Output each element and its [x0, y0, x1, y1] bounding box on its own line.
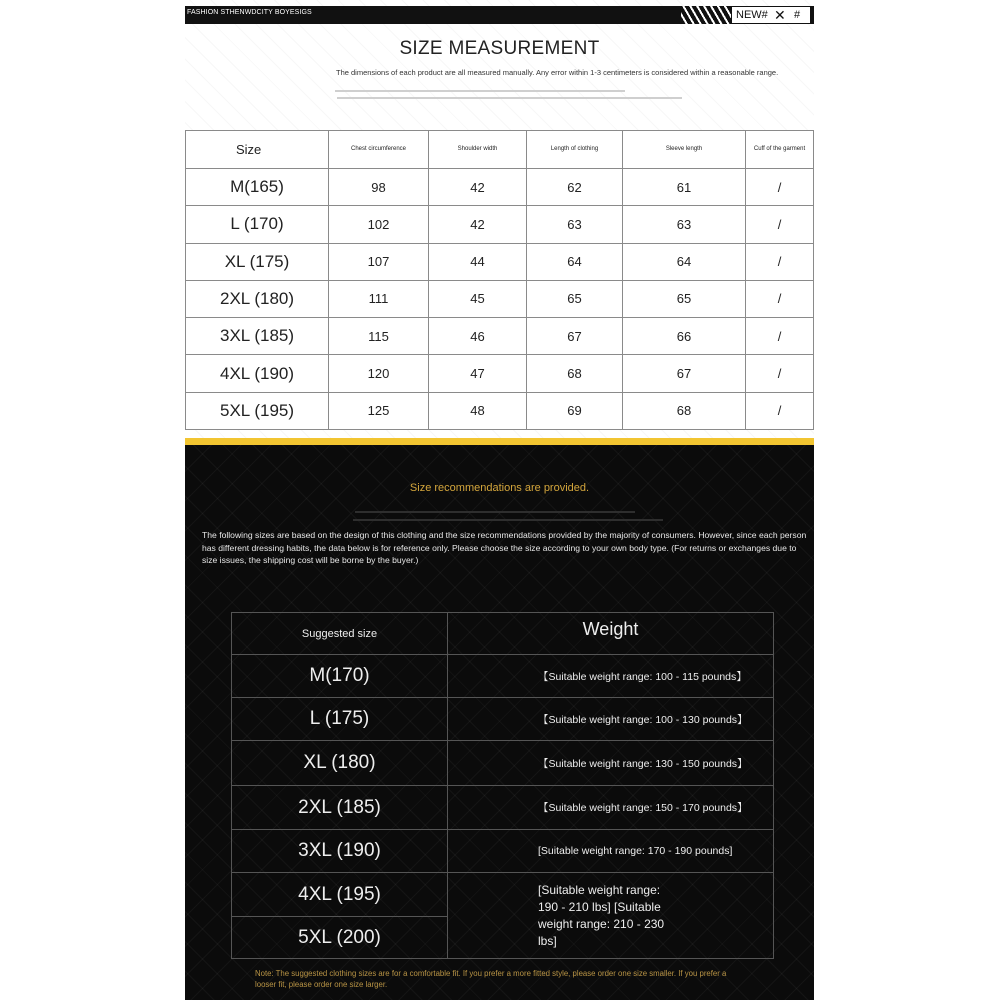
suggested-size-cell: 4XL (195) [232, 873, 448, 917]
shoulder-cell: 42 [429, 169, 527, 206]
decorative-fine-line [337, 97, 682, 99]
table-row [232, 830, 774, 873]
brand-bar [185, 6, 814, 24]
sleeve-cell: 63 [623, 206, 746, 243]
table-row [232, 741, 774, 786]
size-cell: XL (175) [186, 243, 329, 280]
diagonal-stripes-decoration [681, 6, 731, 24]
decorative-fine-line [353, 519, 663, 521]
suggested-size-cell: 3XL (190) [232, 830, 448, 873]
chest-cell: 115 [329, 318, 429, 355]
size-chart-page [185, 0, 814, 1000]
measurement-section [185, 0, 814, 440]
shoulder-cell: 47 [429, 355, 527, 392]
sleeve-cell: 64 [623, 243, 746, 280]
table-row [232, 698, 774, 741]
weight-cell: 【Suitable weight range: 150 - 170 pounds】 [448, 786, 774, 830]
recommendation-header-row [232, 613, 774, 655]
header-size: Size [186, 131, 329, 169]
table-row [186, 169, 814, 206]
header-cuff: Cuff of the garment [746, 131, 814, 169]
measurement-header-row [186, 131, 814, 169]
length-cell: 63 [527, 206, 623, 243]
table-row [186, 355, 814, 392]
measurement-note: The dimensions of each product are all measured manually. Any error within 1-3 centimeters is considered within a reasonable range. [336, 68, 779, 77]
weight-cell: 【Suitable weight range: 100 - 115 pounds】 [448, 655, 774, 698]
weight-cell: 【Suitable weight range: 130 - 150 pounds】 [448, 741, 774, 786]
suggested-size-cell: 2XL (185) [232, 786, 448, 830]
weight-cell: [Suitable weight range: 190 - 210 lbs] [Suitable weight range: 210 - 230 lbs] [448, 873, 774, 959]
recommendation-table [231, 612, 774, 986]
size-cell: 4XL (190) [186, 355, 329, 392]
shoulder-cell: 42 [429, 206, 527, 243]
shoulder-cell: 44 [429, 243, 527, 280]
cuff-cell: / [746, 243, 814, 280]
size-cell: 2XL (180) [186, 280, 329, 317]
chest-cell: 98 [329, 169, 429, 206]
shoulder-cell: 45 [429, 280, 527, 317]
table-row [186, 206, 814, 243]
recommendation-paragraph: The following sizes are based on the design of this clothing and the size recommendations provided by the majority of consumers. However, since each person has different dressing habits, the data below is for reference only. Please choose the size according to your own body type. (For returns or exchanges due to size issues, the shipping cost will be borne by the buyer.) [202, 530, 807, 565]
length-cell: 62 [527, 169, 623, 206]
suggested-size-cell: L (175) [232, 698, 448, 741]
header-length: Length of clothing [527, 131, 623, 169]
brand-text: FASHION STHENWDCITY BOYESIGS [187, 9, 312, 16]
weight-cell: 【Suitable weight range: 100 - 130 pounds】 [448, 698, 774, 741]
header-shoulder: Shoulder width [429, 131, 527, 169]
suggested-size-cell: M(170) [232, 655, 448, 698]
table-row [186, 243, 814, 280]
size-cell: 3XL (185) [186, 318, 329, 355]
table-row [232, 873, 774, 917]
chest-cell: 120 [329, 355, 429, 392]
decorative-fine-line [355, 511, 635, 513]
table-row [186, 392, 814, 429]
recommendation-title: Size recommendations are provided. [409, 482, 590, 494]
fit-note: Note: The suggested clothing sizes are for a comfortable fit. If you prefer a more fitted style, please order one size smaller. If you prefer a looser fit, please order one size larger. [255, 969, 727, 989]
length-cell: 68 [527, 355, 623, 392]
weight-cell: [Suitable weight range: 170 - 190 pounds] [448, 830, 774, 873]
sleeve-cell: 68 [623, 392, 746, 429]
chest-cell: 125 [329, 392, 429, 429]
size-cell: 5XL (195) [186, 392, 329, 429]
x-icon: ✕ [774, 7, 786, 23]
cuff-cell: / [746, 280, 814, 317]
hash-icon: # [794, 9, 801, 21]
suggested-size-cell: 5XL (200) [232, 917, 448, 959]
header-chest: Chest circumference [329, 131, 429, 169]
length-cell: 65 [527, 280, 623, 317]
header-weight: Weight [448, 613, 774, 655]
table-row [232, 786, 774, 830]
cuff-cell: / [746, 392, 814, 429]
new-tag-label: NEW# [736, 9, 768, 21]
chest-cell: 111 [329, 280, 429, 317]
size-cell: L (170) [186, 206, 329, 243]
recommendation-section [185, 445, 814, 1000]
length-cell: 67 [527, 318, 623, 355]
yellow-divider [185, 438, 814, 445]
measurement-title-text: SIZE MEASUREMENT [399, 38, 600, 59]
sleeve-cell: 66 [623, 318, 746, 355]
cuff-cell: / [746, 169, 814, 206]
measurement-title [185, 38, 814, 60]
shoulder-cell: 46 [429, 318, 527, 355]
size-cell: M(165) [186, 169, 329, 206]
length-cell: 64 [527, 243, 623, 280]
chest-cell: 102 [329, 206, 429, 243]
table-row [186, 280, 814, 317]
chest-cell: 107 [329, 243, 429, 280]
table-row [186, 318, 814, 355]
header-sleeve: Sleeve length [623, 131, 746, 169]
length-cell: 69 [527, 392, 623, 429]
sleeve-cell: 67 [623, 355, 746, 392]
shoulder-cell: 48 [429, 392, 527, 429]
cuff-cell: / [746, 355, 814, 392]
measurement-table [185, 130, 814, 430]
sleeve-cell: 65 [623, 280, 746, 317]
suggested-size-cell: XL (180) [232, 741, 448, 786]
sleeve-cell: 61 [623, 169, 746, 206]
decorative-fine-line [335, 90, 625, 92]
cuff-cell: / [746, 318, 814, 355]
new-tag [731, 6, 811, 24]
table-row [232, 655, 774, 698]
header-suggested-size: Suggested size [232, 613, 448, 655]
cuff-cell: / [746, 206, 814, 243]
